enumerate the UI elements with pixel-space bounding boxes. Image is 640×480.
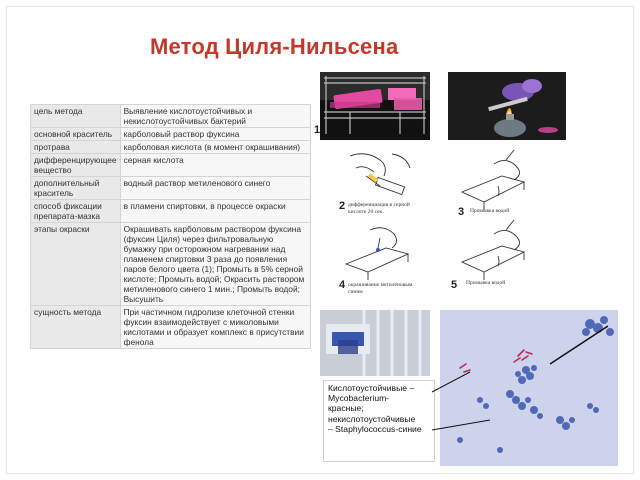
- legend-line: Кислотоустойчивые –: [328, 383, 415, 393]
- table-key: сущность метода: [31, 306, 121, 349]
- table-key: дополнительный краситель: [31, 177, 121, 200]
- legend-line: красные;: [328, 403, 364, 414]
- step-3-caption: Промывка водой: [470, 208, 510, 214]
- table-key: цель метода: [31, 105, 121, 128]
- table-value: водный раствор метиленового синего: [120, 177, 310, 200]
- step-2-number: 2: [339, 200, 346, 212]
- step-5-number: 5: [451, 279, 458, 291]
- table-key: основной краситель: [31, 128, 121, 141]
- slide-title: Метод Циля-Нильсена: [150, 34, 399, 59]
- step-3-number: 3: [458, 206, 465, 218]
- table-value: карболовый раствор фуксина: [120, 128, 310, 141]
- legend-line: Mycobacterium-: [328, 393, 390, 404]
- table-value: серная кислота: [120, 154, 310, 177]
- table-value: в пламени спиртовки, в процессе окраски: [120, 200, 310, 223]
- table-value: При частичном гидролизе клеточной стенки фуксин взаимодействует с миколовыми кислотами и образует комплекс в присутствии фенола: [120, 306, 310, 349]
- step-1-number: 1: [314, 124, 321, 136]
- table-value: Окрашивать карболовым раствором фуксина (фуксин Циля) через фильтровальную бумажку при осторожном нагревании над пламенем спиртовки 3 раза до появления паров белого цвета (1); Промыть в 5% серной кислоте; Промыть водой; Окрасить раствором метиленового синего 1 мин.; Промыть водой; Высушить: [120, 223, 310, 306]
- step-2-caption: дифференциация в серной кислоте 20 сек.: [348, 202, 410, 215]
- step-4-number: 4: [339, 279, 346, 291]
- table-key: протрава: [31, 141, 121, 154]
- legend-line: – Staphylococcus-синие: [328, 423, 422, 434]
- step-4-caption: окрашивание метиленовым синим: [348, 282, 413, 295]
- table-key: этапы окраски: [31, 223, 121, 306]
- table-key: способ фиксации препарата-мазка: [31, 200, 121, 223]
- table-key: дифференцирующее вещество: [31, 154, 121, 177]
- step-5-caption: Промывка водой: [466, 280, 506, 286]
- table-value: Выявление кислотоустойчивых и некислотоустойчивых бактерий: [120, 105, 310, 128]
- legend-line: некислотоустойчивые: [328, 413, 416, 424]
- table-value: карболовая кислота (в момент окрашивания): [120, 141, 310, 154]
